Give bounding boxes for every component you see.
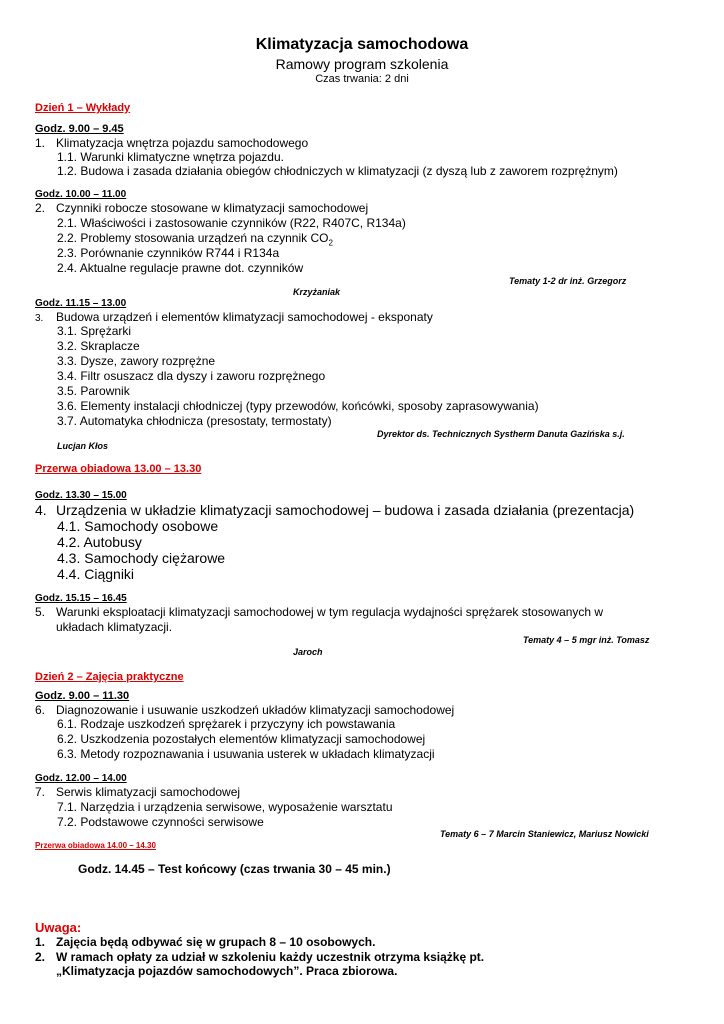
note-1: [35, 935, 375, 949]
lecturer-3-line1: Dyrektor ds. Technicznych Systherm Danuta Gazińska s.j.: [377, 429, 625, 439]
subtopic-2-2: [57, 231, 333, 247]
note-number: 2.: [35, 950, 46, 964]
block7-time: Godz. 12.00 – 14.00: [35, 773, 127, 784]
topic-5: [35, 605, 603, 619]
document-subtitle: Ramowy program szkolenia: [275, 56, 449, 72]
subtopic-4-4: 4.4. Ciągniki: [57, 566, 135, 582]
topic-text: Serwis klimatyzacji samochodowej: [56, 785, 241, 799]
block4-time: Godz. 13.30 – 15.00: [35, 490, 127, 501]
block1-time: Godz. 9.00 – 9.45: [35, 123, 124, 135]
subtopic-text: 2.2. Problemy stosowania urządzeń na czynnik CO: [57, 231, 329, 245]
note-text: W ramach opłaty za udział w szkoleniu każdy uczestnik otrzyma książkę pt.: [56, 950, 485, 964]
lecturer-6-7: Tematy 6 – 7 Marcin Staniewicz, Mariusz Nowicki: [440, 829, 649, 839]
topic-3: [35, 310, 433, 324]
note-text: Zajęcia będą odbywać się w grupach 8 – 10 osobowych.: [56, 935, 376, 949]
lecturer-4-5-line2: Jaroch: [293, 647, 323, 657]
subtopic-3-5: 3.5. Parownik: [57, 384, 130, 398]
training-duration: Czas trwania: 2 dni: [315, 73, 409, 85]
subtopic-1-1: 1.1. Warunki klimatyczne wnętrza pojazdu.: [57, 150, 284, 164]
topic-number: 5.: [35, 605, 46, 619]
lecturer-1-2-line2: Krzyżaniak: [293, 287, 341, 297]
topic-4: [35, 502, 634, 518]
topic-number: 6.: [35, 703, 46, 717]
subtopic-7-2: 7.2. Podstawowe czynności serwisowe: [57, 815, 264, 829]
lunch-break-day2: Przerwa obiadowa 14.00 – 14.30: [35, 841, 156, 850]
topic-text: Urządzenia w układzie klimatyzacji samochodowej – budowa i zasada działania (prezentacja): [56, 502, 635, 518]
subtopic-3-2: 3.2. Skraplacze: [57, 339, 140, 353]
subtopic-1-2: 1.2. Budowa i zasada działania obiegów chłodniczych w klimatyzacji (z dyszą lub z zaworem rozprężnym): [57, 164, 618, 178]
topic-number: 1.: [35, 136, 46, 150]
subtopic-3-7: 3.7. Automatyka chłodnicza (presostaty, termostaty): [57, 414, 332, 428]
subtopic-7-1: 7.1. Narzędzia i urządzenia serwisowe, wyposażenie warsztatu: [57, 800, 393, 814]
topic-number: 2.: [35, 201, 46, 215]
lunch-break-day1: Przerwa obiadowa 13.00 – 13.30: [35, 463, 202, 475]
document-title: Klimatyzacja samochodowa: [255, 36, 469, 53]
topic-1: [35, 136, 308, 150]
topic-5-continued: układach klimatyzacji.: [56, 620, 173, 634]
subtopic-3-6: 3.6. Elementy instalacji chłodniczej (typy przewodów, końcówki, sposoby zaprasowywania): [57, 399, 539, 413]
note-2-continued: „Klimatyzacja pojazdów samochodowych”. Praca zbiorowa.: [56, 964, 398, 978]
topic-number: 7.: [35, 785, 46, 799]
subtopic-3-1: 3.1. Sprężarki: [57, 324, 132, 338]
final-test: Godz. 14.45 – Test końcowy (czas trwania 30 – 45 min.): [78, 862, 391, 876]
subtopic-3-4: 3.4. Filtr osuszacz dla dyszy i zaworu rozprężnego: [57, 369, 326, 383]
topic-number: 4.: [35, 502, 47, 518]
subtopic-6-2: 6.2. Uszkodzenia pozostałych elementów klimatyzacji samochodowej: [57, 732, 426, 746]
subtopic-2-1: 2.1. Właściwości i zastosowanie czynników (R22, R407C, R134a): [57, 216, 406, 230]
block3-time: Godz. 11.15 – 13.00: [35, 298, 127, 309]
note-number: 1.: [35, 935, 46, 949]
lecturer-3-line2: Lucjan Kłos: [57, 441, 109, 451]
topic-text: Budowa urządzeń i elementów klimatyzacji samochodowej - eksponaty: [56, 310, 433, 324]
topic-text: Diagnozowanie i usuwanie uszkodzeń układów klimatyzacji samochodowej: [56, 703, 455, 717]
subtopic-2-4: 2.4. Aktualne regulacje prawne dot. czynników: [57, 261, 304, 275]
topic-text: Warunki eksploatacji klimatyzacji samochodowej w tym regulacja wydajności sprężarek stosowanych w: [56, 605, 604, 619]
subtopic-4-3: 4.3. Samochody ciężarowe: [57, 550, 226, 566]
notes-heading: Uwaga:: [35, 920, 82, 935]
topic-2: [35, 201, 368, 215]
day2-heading: Dzień 2 – Zajęcia praktyczne: [35, 671, 184, 683]
topic-number: 3.: [35, 313, 44, 324]
subtopic-6-1: 6.1. Rodzaje uszkodzeń sprężarek i przyczyny ich powstawania: [57, 717, 396, 731]
note-2: [35, 950, 484, 964]
subtopic-6-3: 6.3. Metody rozpoznawania i usuwania usterek w układach klimatyzacji: [57, 747, 435, 761]
block2-time: Godz. 10.00 – 11.00: [35, 189, 127, 200]
subtopic-2-3: 2.3. Porównanie czynników R744 i R134a: [57, 246, 280, 260]
subtopic-4-1: 4.1. Samochody osobowe: [57, 518, 219, 534]
topic-6: [35, 703, 454, 717]
subtopic-4-2: 4.2. Autobusy: [57, 534, 142, 550]
day1-heading: Dzień 1 – Wykłady: [35, 102, 131, 114]
subtopic-3-3: 3.3. Dysze, zawory rozprężne: [57, 354, 216, 368]
topic-text: Czynniki robocze stosowane w klimatyzacji samochodowej: [56, 201, 369, 215]
topic-7: [35, 785, 240, 799]
co2-subscript: 2: [328, 238, 333, 248]
block5-time: Godz. 15.15 – 16.45: [35, 593, 127, 604]
lecturer-1-2-line1: Tematy 1-2 dr inż. Grzegorz: [509, 276, 627, 286]
topic-text: Klimatyzacja wnętrza pojazdu samochodowego: [56, 136, 309, 150]
lecturer-4-5-line1: Tematy 4 – 5 mgr inż. Tomasz: [523, 635, 650, 645]
block6-time: Godz. 9.00 – 11.30: [35, 690, 130, 702]
